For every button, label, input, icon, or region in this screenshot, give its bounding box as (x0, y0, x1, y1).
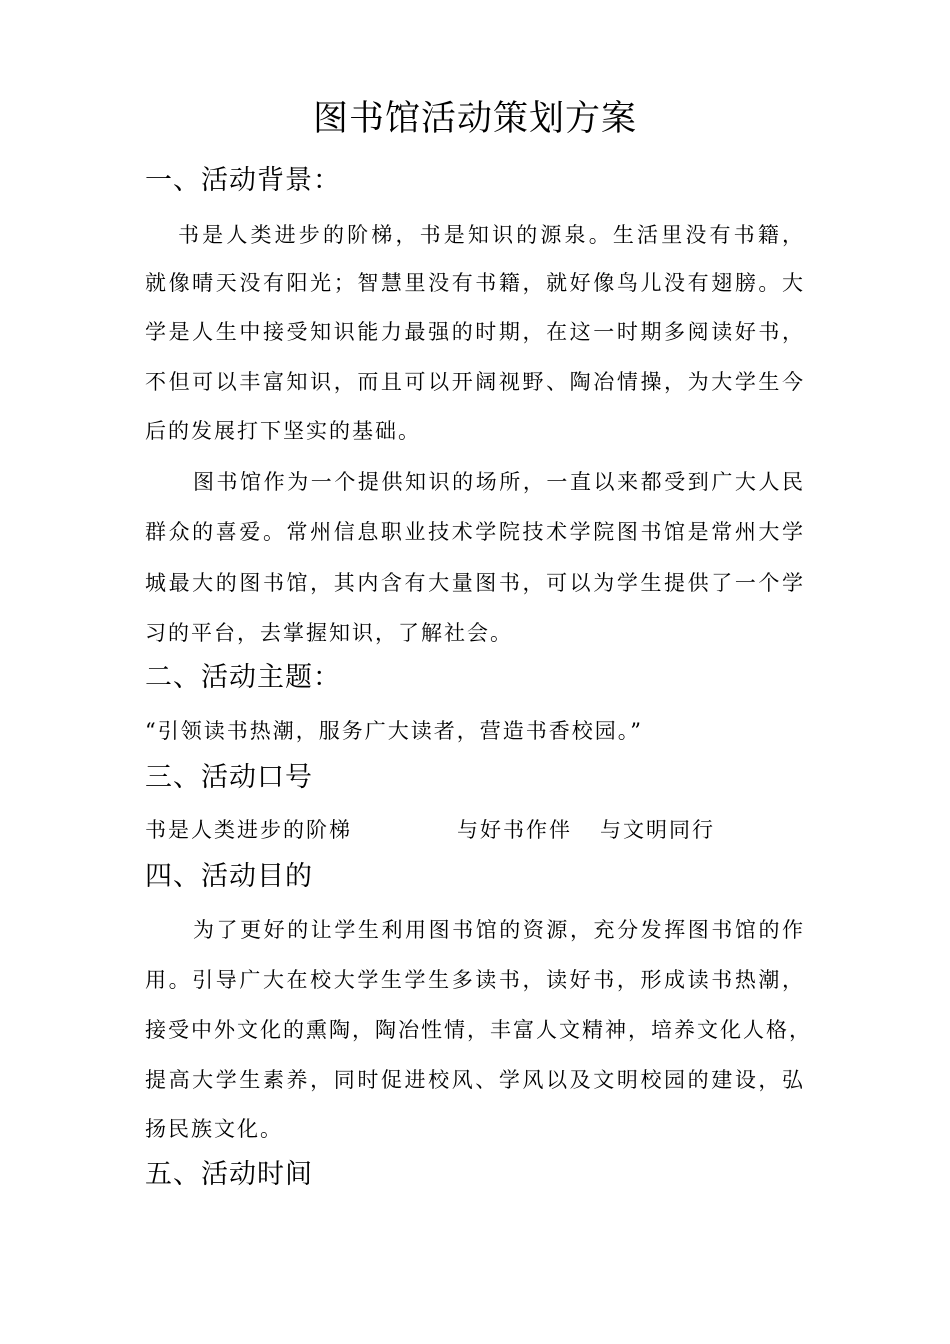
section-heading-slogan: 三、活动口号 (145, 762, 313, 793)
paragraph-line: 书是人类进步的阶梯，书是知识的源泉。生活里没有书籍， (178, 223, 805, 247)
paragraph-line: 群众的喜爱。常州信息职业技术学院技术学院图书馆是常州大学 (145, 520, 805, 544)
slogan-part: 书是人类进步的阶梯 (145, 818, 352, 842)
paragraph-line: 后的发展打下坚实的基础。 (145, 419, 421, 443)
paragraph-line: 接受中外文化的熏陶，陶冶性情，丰富人文精神，培养文化人格， (145, 1018, 812, 1042)
paragraph-line: 为了更好的让学生利用图书馆的资源，充分发挥图书馆的作 (193, 918, 805, 942)
theme-text: “引领读书热潮，服务广大读者，营造书香校园。” (145, 719, 643, 743)
section-heading-background: 一、活动背景： (145, 165, 341, 196)
slogan-part: 与文明同行 (600, 818, 715, 842)
paragraph-line: 用。引导广大在校大学生学生多读书，读好书，形成读书热潮， (145, 968, 805, 992)
document-title: 图书馆活动策划方案 (312, 99, 637, 139)
slogan-part: 与好书作伴 (457, 818, 572, 842)
paragraph-line: 不但可以丰富知识，而且可以开阔视野、陶冶情操，为大学生今 (145, 370, 805, 394)
paragraph-line: 学是人生中接受知识能力最强的时期，在这一时期多阅读好书， (145, 320, 805, 344)
paragraph-line: 习的平台，去掌握知识，了解社会。 (145, 621, 513, 645)
section-heading-theme: 二、活动主题： (145, 662, 341, 693)
section-heading-time: 五、活动时间 (145, 1159, 313, 1190)
paragraph-line: 图书馆作为一个提供知识的场所，一直以来都受到广大人民 (193, 470, 805, 494)
paragraph-line: 提高大学生素养，同时促进校风、学风以及文明校园的建设，弘 (145, 1068, 805, 1092)
paragraph-line: 城最大的图书馆，其内含有大量图书，可以为学生提供了一个学 (145, 571, 805, 595)
section-heading-purpose: 四、活动目的 (145, 861, 313, 892)
paragraph-line: 扬民族文化。 (145, 1117, 283, 1141)
paragraph-line: 就像晴天没有阳光；智慧里没有书籍，就好像鸟儿没有翅膀。大 (145, 271, 805, 295)
